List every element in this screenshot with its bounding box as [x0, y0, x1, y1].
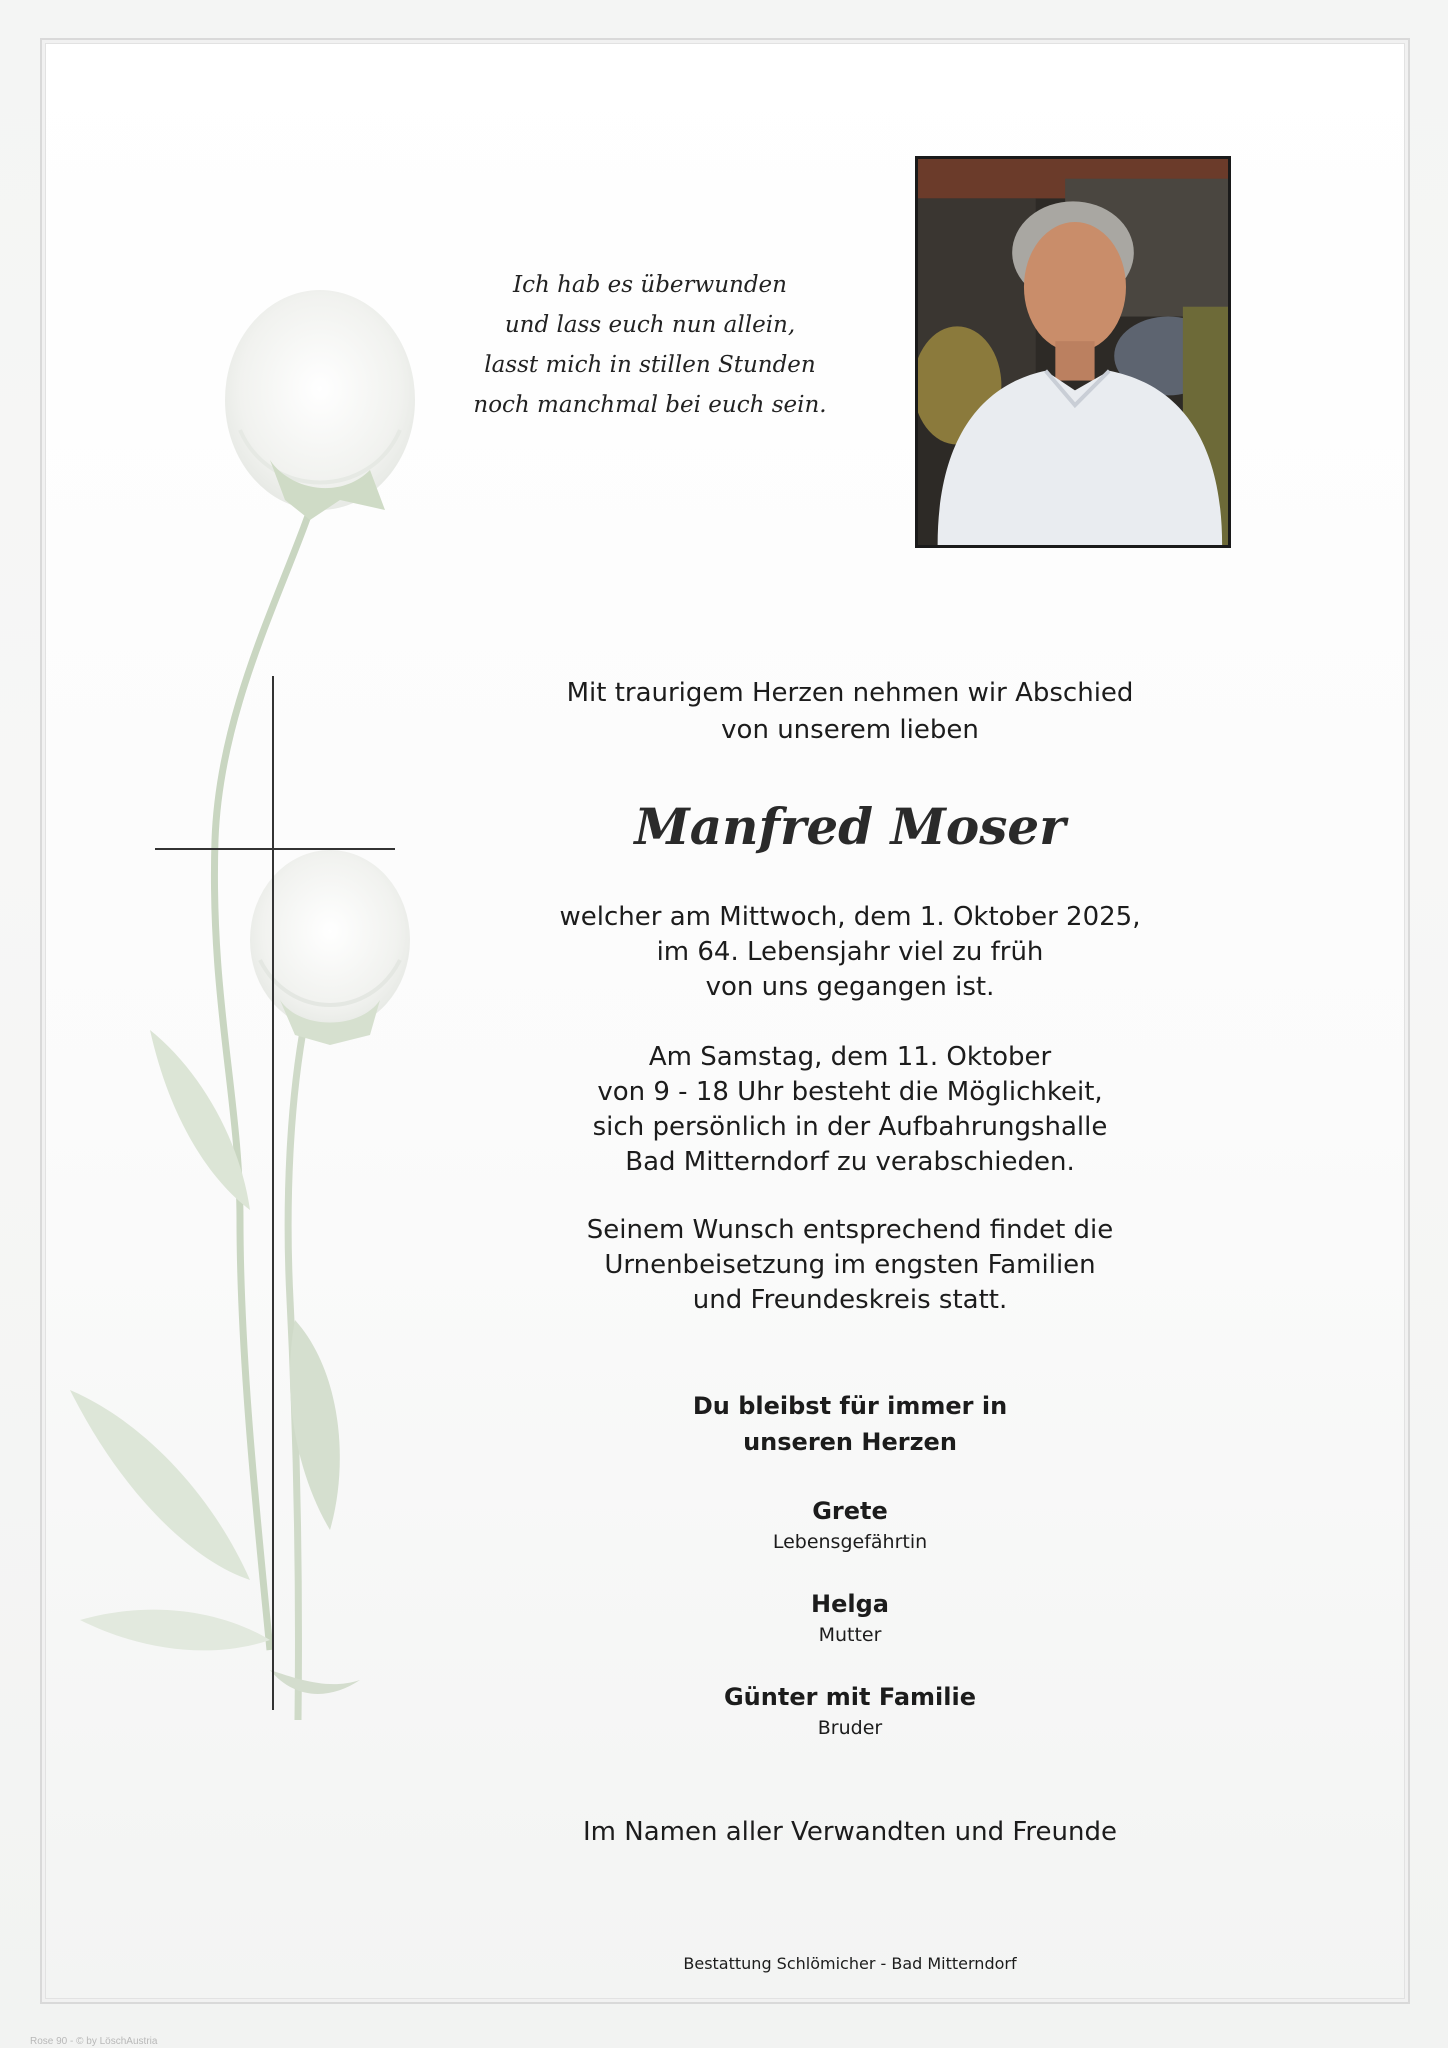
viewing-line: sich persönlich in der Aufbahrungshalle [592, 1112, 1108, 1142]
closing-line: Im Namen aller Verwandten und Freunde [583, 1817, 1117, 1847]
poem-line: und lass euch nun allein, [504, 312, 796, 338]
viewing-notice [520, 1040, 1180, 1180]
cross-vertical-bar [272, 676, 274, 1710]
cross-horizontal-bar [155, 848, 395, 850]
mourner-entry [520, 1680, 1180, 1742]
burial-notice [520, 1213, 1180, 1318]
deceased-name: Manfred Moser [634, 797, 1066, 856]
death-line: welcher am Mittwoch, dem 1. Oktober 2025, [559, 902, 1141, 932]
intro-text [520, 675, 1180, 749]
mourner-entry [520, 1494, 1180, 1556]
mourner-name: Helga [811, 1590, 889, 1618]
death-line: von uns gegangen ist. [705, 972, 995, 1002]
death-line: im 64. Lebensjahr viel zu früh [656, 937, 1044, 967]
farewell-line: Du bleibst für immer in [692, 1392, 1008, 1420]
burial-line: und Freundeskreis statt. [692, 1285, 1008, 1315]
mourner-name: Günter mit Familie [723, 1683, 977, 1711]
intro-line: von unserem lieben [721, 715, 979, 745]
farewell-line: unseren Herzen [743, 1428, 957, 1456]
burial-line: Seinem Wunsch entsprechend findet die [586, 1215, 1114, 1245]
mourner-name: Grete [812, 1497, 888, 1525]
poem-line: noch manchmal bei euch sein. [473, 392, 827, 418]
portrait-photo [915, 156, 1231, 548]
mourner-relation: Mutter [818, 1624, 882, 1646]
viewing-line: Bad Mitterndorf zu verabschieden. [625, 1147, 1075, 1177]
poem-line: lasst mich in stillen Stunden [484, 352, 816, 378]
poem-line: Ich hab es überwunden [513, 272, 787, 298]
image-credit: Rose 90 - © by LöschAustria [30, 2036, 158, 2047]
death-notice [520, 900, 1180, 1005]
white-rose-illustration [40, 200, 460, 1920]
viewing-line: von 9 - 18 Uhr besteht die Möglichkeit, [597, 1077, 1103, 1107]
undertaker-credit: Bestattung Schlömicher - Bad Mitterndorf [683, 1954, 1017, 1973]
mourner-entry [520, 1587, 1180, 1649]
farewell-message [520, 1388, 1180, 1460]
intro-line: Mit traurigem Herzen nehmen wir Abschied [566, 678, 1134, 708]
memorial-poem [440, 265, 860, 425]
mourner-relation: Bruder [817, 1717, 883, 1739]
mourner-relation: Lebensgefährtin [772, 1531, 928, 1553]
viewing-line: Am Samstag, dem 11. Oktober [648, 1042, 1052, 1072]
burial-line: Urnenbeisetzung im engsten Familien [604, 1250, 1096, 1280]
